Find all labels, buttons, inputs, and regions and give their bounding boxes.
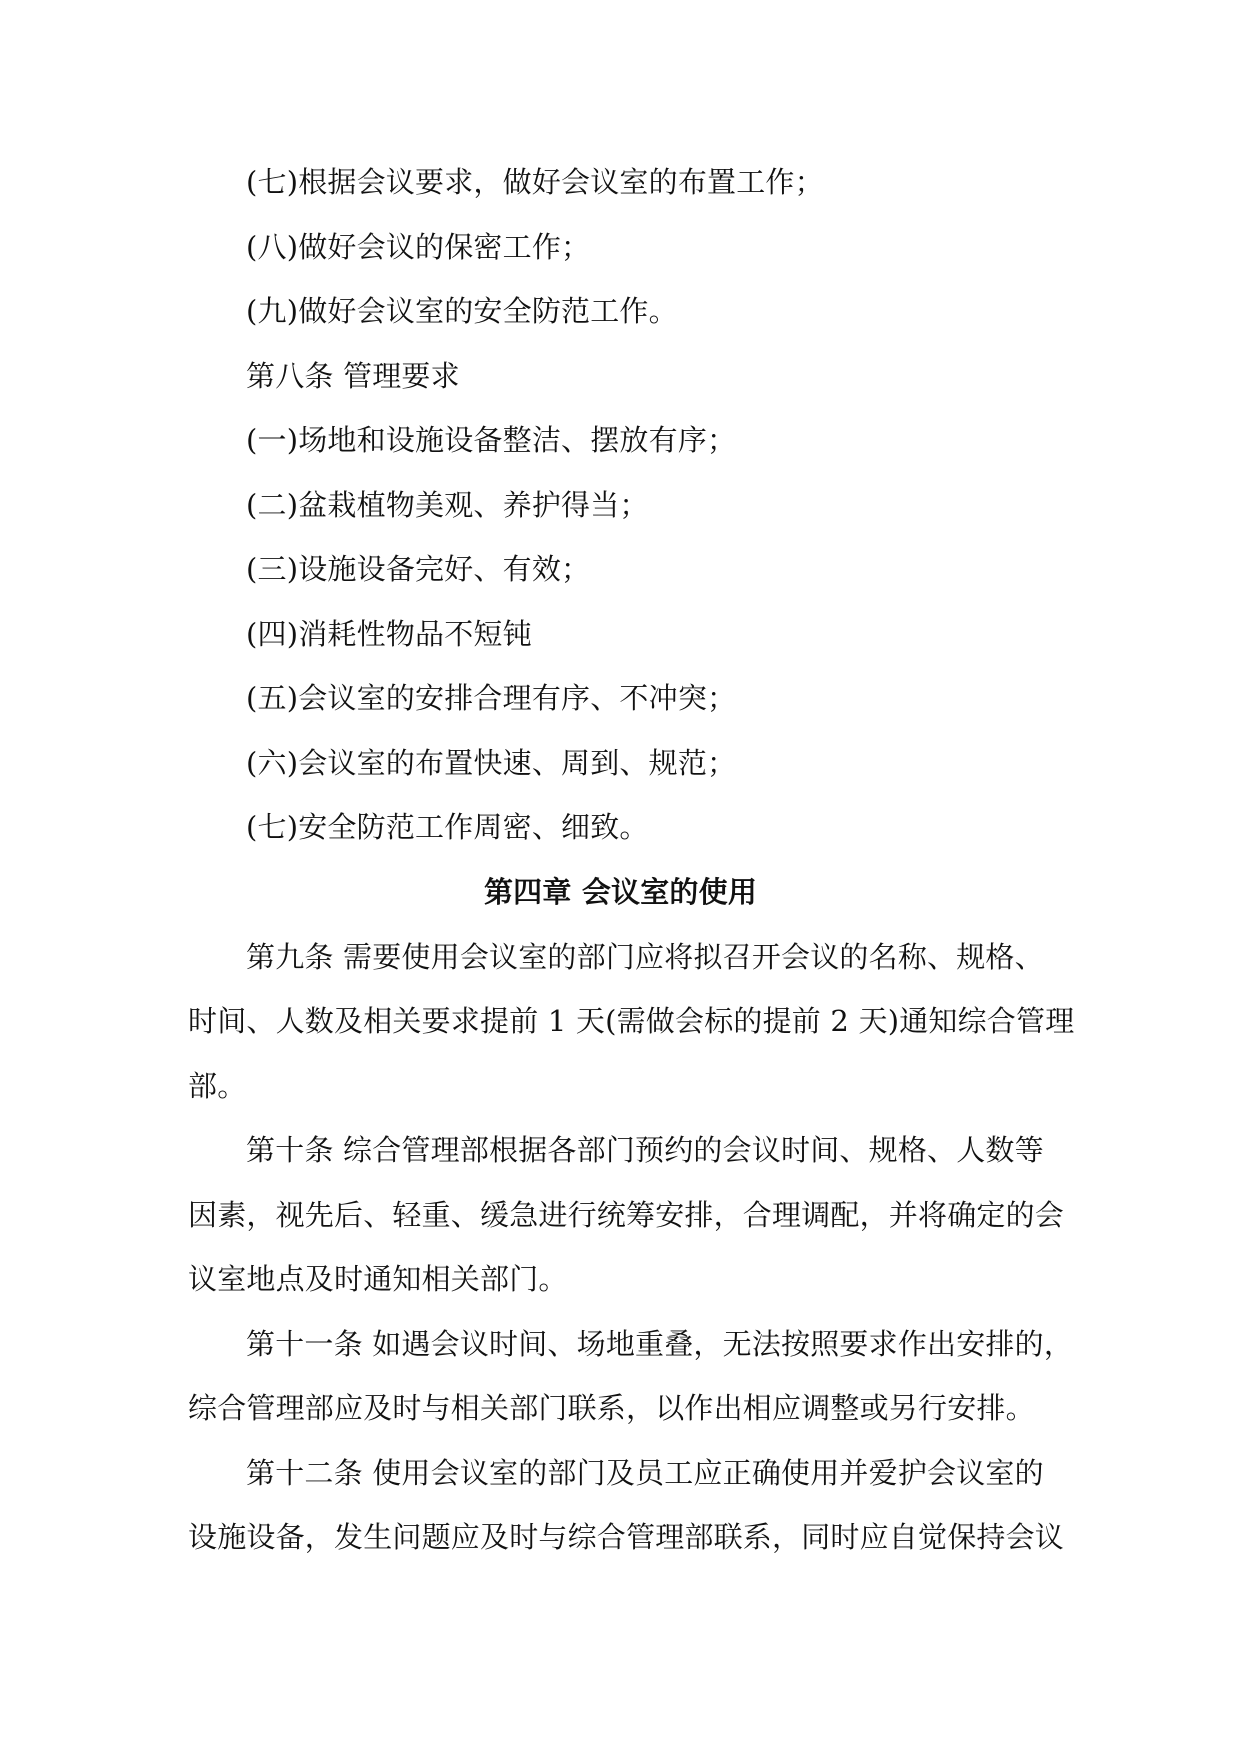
list-item: (五)会议室的安排合理有序、不冲突；: [246, 681, 737, 715]
list-item: (八)做好会议的保密工作；: [246, 230, 591, 264]
paragraph-line: 时间、人数及相关要求提前 1 天(需做会标的提前 2 天)通知综合管理: [188, 1004, 1075, 1038]
paragraph-line: 第十一条 如遇会议时间、场地重叠，无法按照要求作出安排的，: [246, 1327, 1074, 1361]
list-item: (六)会议室的布置快速、周到、规范；: [246, 746, 737, 780]
paragraph-line: 第九条 需要使用会议室的部门应将拟召开会议的名称、规格、: [246, 940, 1044, 974]
paragraph-line: 设施设备，发生问题应及时与综合管理部联系，同时应自觉保持会议: [188, 1520, 1065, 1554]
list-item: (三)设施设备完好、有效；: [246, 552, 591, 586]
paragraph-line: 第十条 综合管理部根据各部门预约的会议时间、规格、人数等: [246, 1133, 1044, 1167]
list-item: (七)安全防范工作周密、细致。: [246, 810, 649, 844]
paragraph-line: 因素，视先后、轻重、缓急进行统筹安排，合理调配，并将确定的会: [188, 1198, 1065, 1232]
paragraph-line: 议室地点及时通知相关部门。: [188, 1262, 568, 1296]
list-item: (七)根据会议要求，做好会议室的布置工作；: [246, 165, 824, 199]
list-item: (一)场地和设施设备整洁、摆放有序；: [246, 423, 737, 457]
paragraph-line: 综合管理部应及时与相关部门联系，以作出相应调整或另行安排。: [188, 1391, 1035, 1425]
paragraph-line: 部。: [188, 1069, 247, 1103]
list-item: (九)做好会议室的安全防范工作。: [246, 294, 678, 328]
list-item: (二)盆栽植物美观、养护得当；: [246, 488, 649, 522]
chapter-heading: 第四章 会议室的使用: [483, 875, 758, 909]
article-heading: 第八条 管理要求: [246, 359, 460, 393]
list-item: (四)消耗性物品不短钝: [246, 617, 532, 651]
paragraph-line: 第十二条 使用会议室的部门及员工应正确使用并爱护会议室的: [246, 1456, 1044, 1490]
